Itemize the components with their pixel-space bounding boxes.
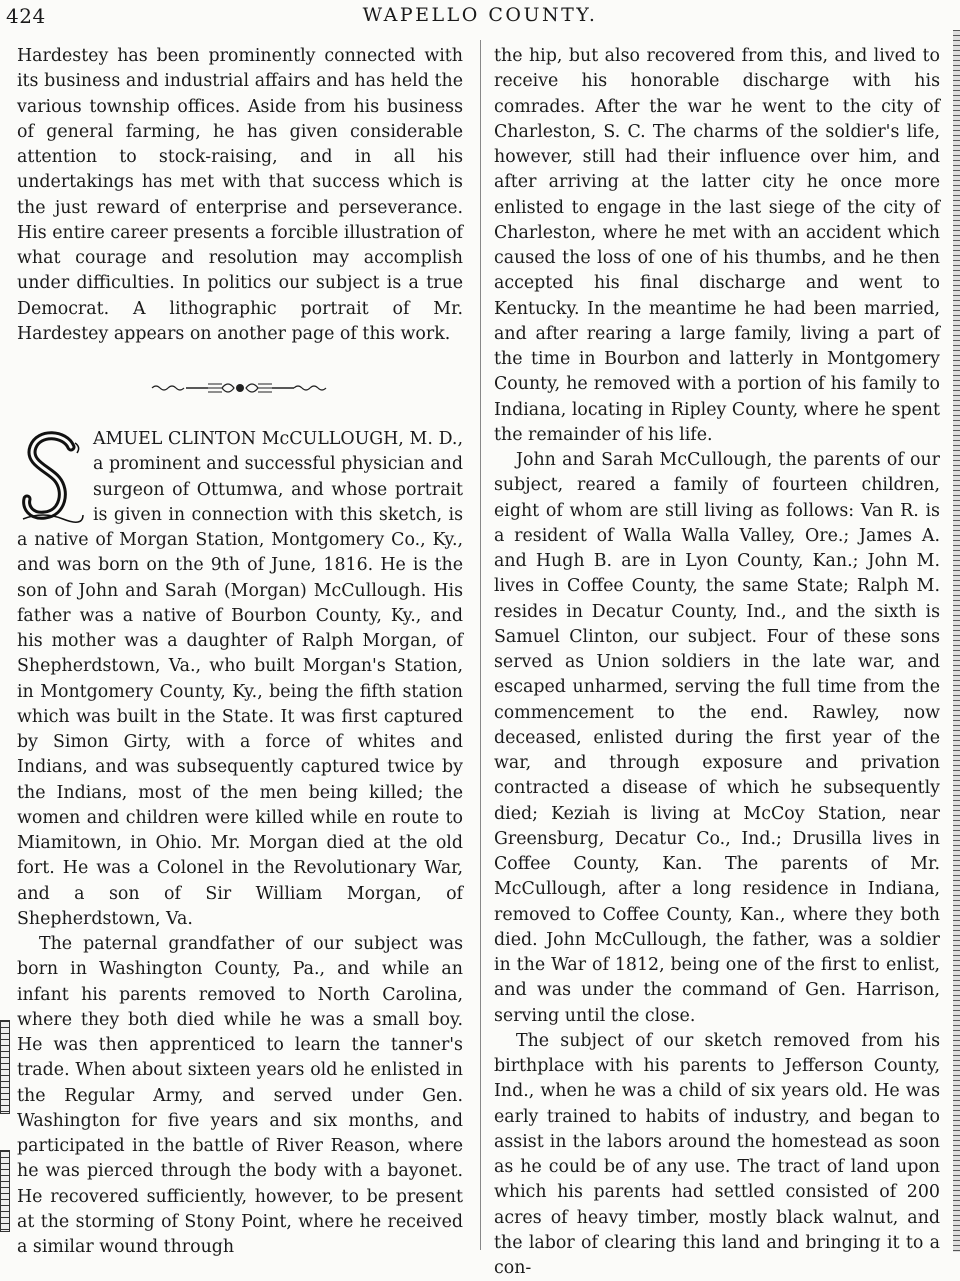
divider-ornament-icon [150, 378, 330, 398]
paragraph: John and Sarah McCullough, the parents of our subject, reared a family of fourteen children, eight of whom are still living as follows: Van R. is a resident of Walla Walla Valley, Ore.; James A. and Hugh B. are in Lyon County, Kan.; John M. lives in Coffee County, the same State; Ralph M. resides in Decatur County, Ind., and the sixth is Samuel Clinton, our subject. Four of these sons served as Union soldiers in the late war, and escaped unharmed, serving the full time from the commencement to the end. Rawley, now deceased, enlisted during the first year of the war, and through exposure and privation contracted a disease of which he subsequently died; Keziah is living at McCoy Station, near Greensburg, Decatur Co., Ind.; Drusilla lives in Coffee County, Kan. The parents of Mr. McCullough, after a long residence in Indiana, removed to Coffee County, Kan., where they both died. John McCullough, the father, was a soldier in the War of 1812, being one of the first to enlist, and was under the command of Gen. Harrison, serving until the close. [494, 450, 940, 1026]
margin-mark [0, 1150, 10, 1232]
paragraph: The subject of our sketch removed from his birthplace with his parents to Jefferson County, Ind., when he was a child of six years old. He was early trained to habits of industry, and began to assist in the labors around the homestead as soon as he could be of any use. The tract of land upon which his parents had settled consisted of 200 acres of heavy timber, mostly black walnut, and the labor of clearing this land and bringing it to a con- [494, 1030, 940, 1278]
paragraph: Hardestey has been prominently connected with its business and industrial affairs and has held the various township offices. Aside from his business of general farming, he has given considerable attention to stock-raising, and in all his undertakings has met with that success which is the just reward of enterprise and perseverance. His entire career presents a forcible illustration of what courage and resolution may accomplish under difficulties. In politics our subject is a true Democrat. A lithographic portrait of Mr. Hardestey appears on another page of this work. [17, 46, 463, 344]
column-rule [480, 40, 481, 1250]
right-column [494, 44, 940, 1281]
section-start-paragraph [17, 427, 463, 932]
paragraph: the hip, but also recovered from this, and lived to receive his honorable discharge with his comrades. After the war he went to the city of Charleston, S. C. The charms of the soldier's life, however, still had their influence over him, and after arriving at the latter city he once more enlisted to engage in the last siege of the city of Charleston, where he met with an accident which caused the loss of one of his thumbs, and he then accepted his final discharge and went to Kentucky. In the meantime he had been married, and after rearing a large family, living a part of the time in Bourbon and latterly in Montgomery County, he removed with a portion of his family to Indiana, locating in Ripley County, where he spent the remainder of his life. [494, 46, 940, 445]
paragraph: The paternal grandfather of our subject was born in Washington County, Pa., and while an infant his parents removed to North Carolina, where they both died while he was a small boy. He was then apprenticed to learn the tanner's trade. When about sixteen years old he enlisted in the Regular Army, and served under Gen. Washington for five years and six months, and participated in the battle of River Reason, where he was pierced through the body with a bayonet. He recovered sufficiently, however, to be present at the storming of Stony Point, where he received a similar wound through [17, 934, 463, 1257]
running-head-title: WAPELLO COUNTY. [362, 4, 598, 26]
page-header [0, 4, 960, 34]
margin-mark [0, 1020, 10, 1114]
ornamental-divider [17, 377, 463, 399]
paragraph-text: AMUEL CLINTON McCULLOUGH, M. D., a prominent and successful physician and surgeon of Ottumwa, and whose portrait is given in connection with this sketch, is a native of Morgan Station, Montgomery Co., Ky., and was born on the 9th of June, 1816. He is the son of John and Sarah (Morgan) McCullough. His father was a native of Bourbon County, Ky., and his mother was a daughter of Ralph Morgan, of Shepherdstown, Va., who built Morgan's Station, in Montgomery County, Ky., being the fifth station which was built in the State. It was first captured by Simon Girty, with a force of whites and Indians, and was subsequently captured twice by the Indians, most of the men being killed; the women and children were killed while en route to Miamitown, in Ohio. Mr. Morgan died at the old fort. He was a Colonel in the Revolutionary War, and a son of Sir William Morgan, of Shepherdstown, Va. [17, 429, 463, 929]
page-edge-binding [953, 30, 960, 1252]
page-number: 424 [6, 4, 46, 28]
left-column [17, 44, 463, 1260]
dropcap [19, 429, 87, 525]
dropcap-letter-icon [19, 429, 87, 525]
